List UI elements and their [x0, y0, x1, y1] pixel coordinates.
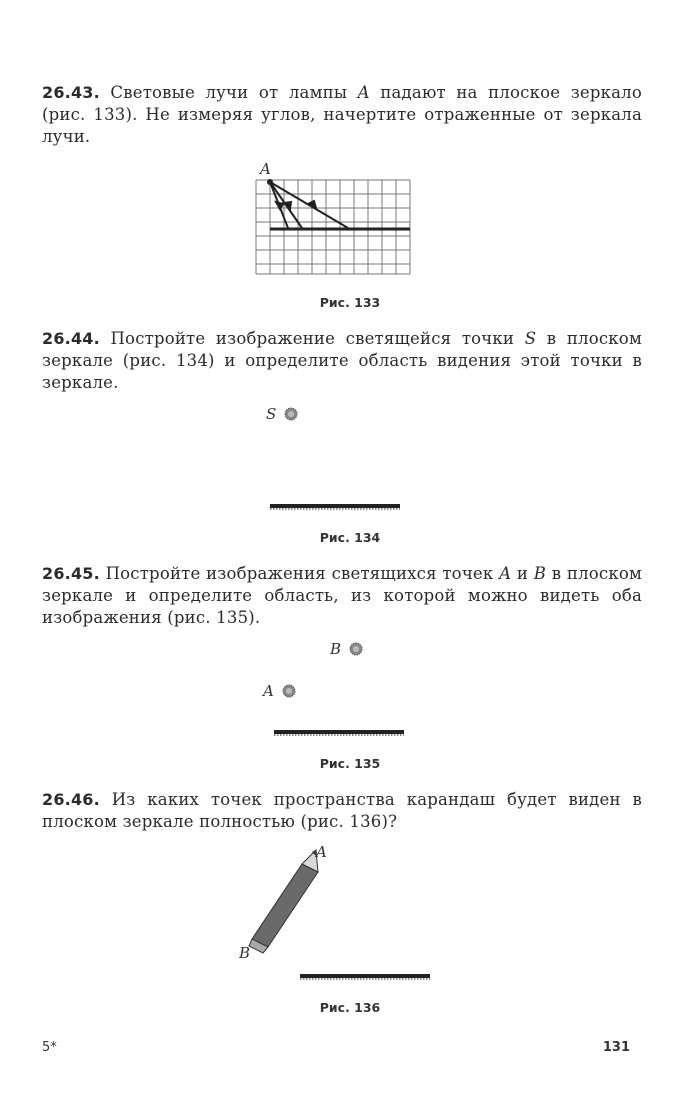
mirror-line: [270, 504, 400, 508]
figure-label-a: A: [260, 160, 271, 178]
footer-signature-mark: 5*: [42, 1040, 57, 1055]
problem-number: 26.44.: [42, 329, 100, 348]
problem-number: 26.45.: [42, 564, 100, 583]
figure-135-two-points-mirror: [260, 636, 410, 740]
mirror-line: [274, 730, 404, 734]
lamp-point: [267, 179, 273, 185]
figure-134-point-mirror: [260, 398, 410, 518]
problem-26-44-text: 26.44. Постройте изображение светящейся точки S в плоском зеркале (рис. 134) и определите область видения этой точки в зеркале.: [42, 329, 642, 392]
problem-number: 26.43.: [42, 83, 100, 102]
figure-caption: Рис. 134: [319, 530, 381, 545]
light-source-icon: [283, 685, 295, 697]
figure-label-s: S: [266, 405, 277, 423]
figure-label-b: B: [330, 640, 342, 658]
problem-number: 26.46.: [42, 790, 100, 809]
figure-136-pencil-mirror: [230, 840, 440, 990]
figure-caption: Рис. 136: [319, 1000, 381, 1015]
pencil-icon: [249, 850, 318, 953]
figure-label-b: B: [239, 944, 251, 962]
mirror-line: [300, 974, 430, 978]
light-source-icon: [285, 408, 297, 420]
figure-label-a: A: [316, 843, 327, 861]
figure-caption: Рис. 135: [319, 756, 381, 771]
figure-caption: Рис. 133: [319, 295, 381, 310]
problem-26-45-text: 26.45. Постройте изображения светящихся точек A и B в плоском зеркале и определите область, из которой можно видеть оба изображения (рис. 135).: [42, 564, 643, 627]
figure-133-grid-mirror: [250, 160, 420, 280]
problem-26-46-text: 26.46. Из каких точек пространства карандаш будет виден в плоском зеркале полностью (рис. 136)?: [42, 790, 642, 831]
light-source-icon: [350, 643, 362, 655]
figure-label-a: A: [263, 682, 274, 700]
problem-26-43-text: 26.43. Световые лучи от лампы A падают на плоское зеркало (рис. 133). Не измеряя углов, начертите отраженные от зеркала лучи.: [42, 83, 642, 146]
light-rays: [270, 182, 348, 228]
page-number: 131: [602, 1040, 630, 1055]
